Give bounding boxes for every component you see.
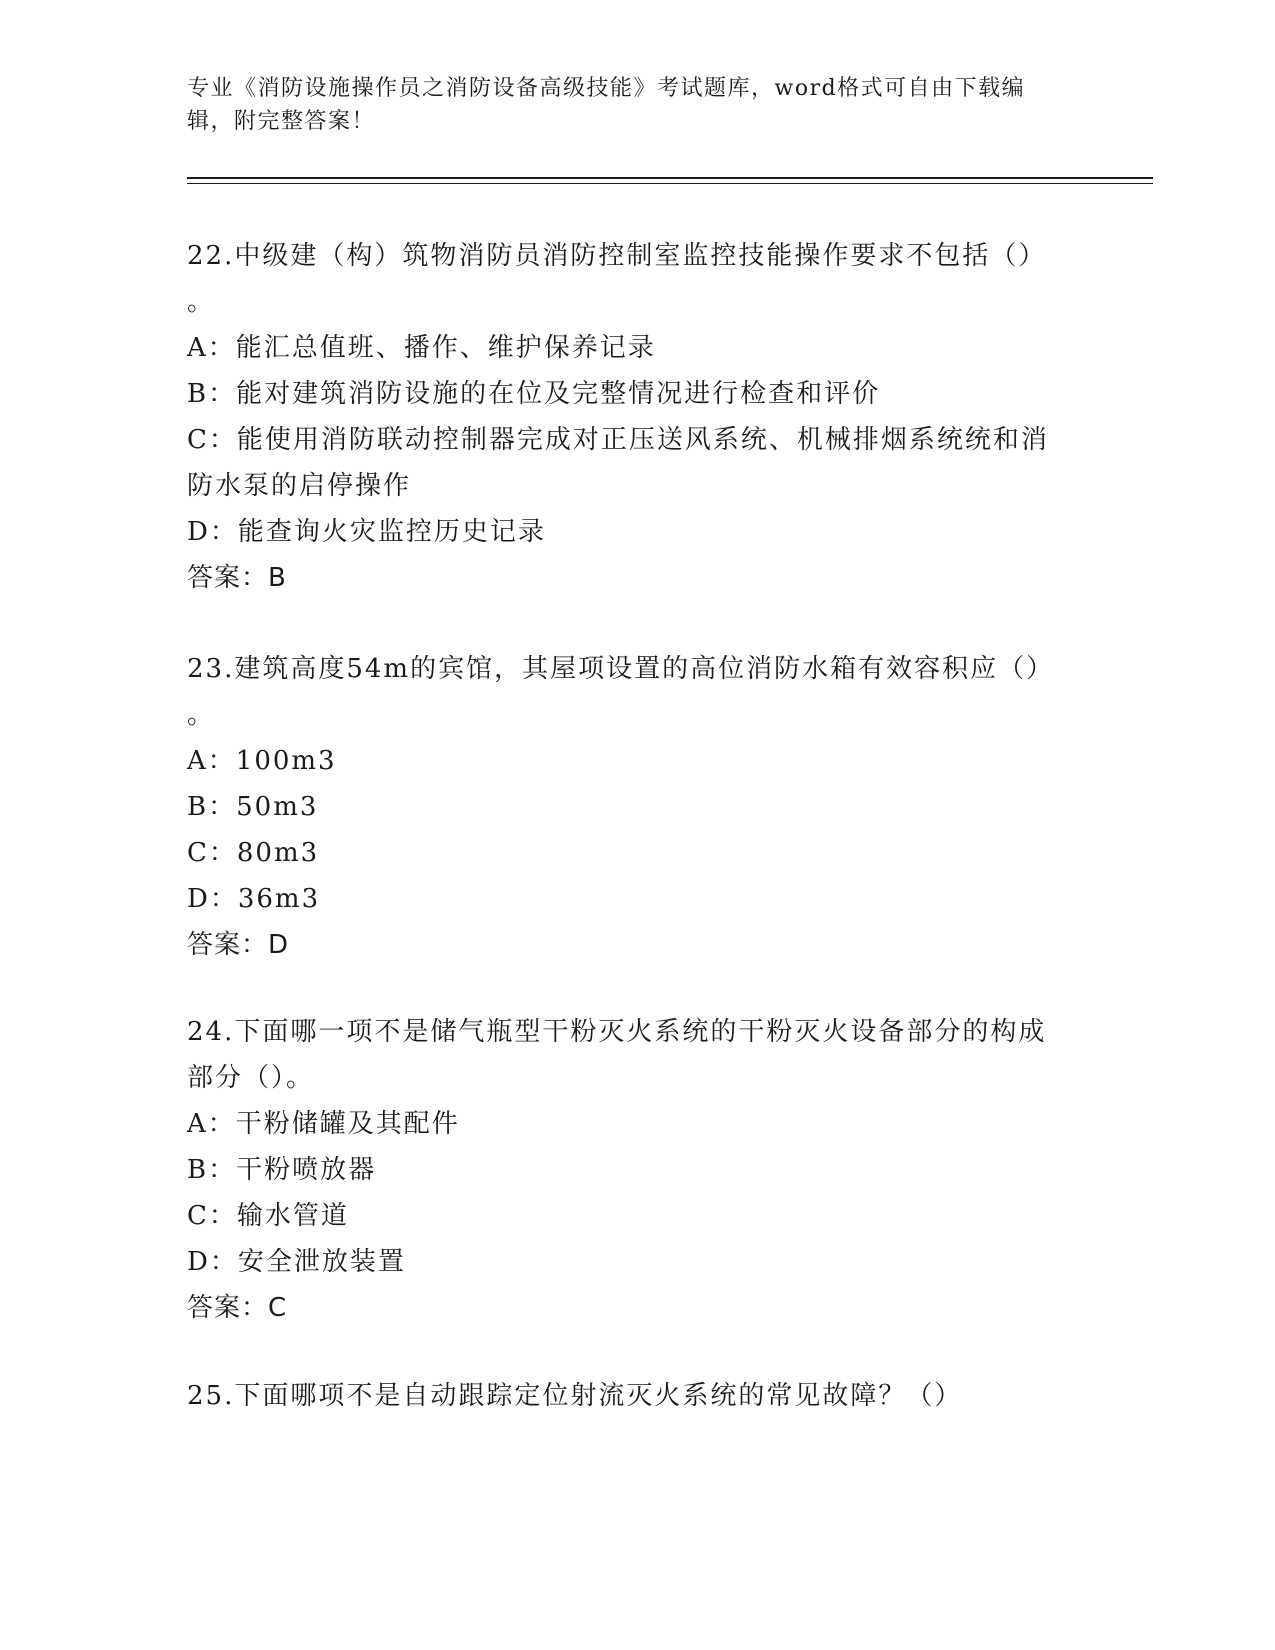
document-header — [187, 72, 1067, 138]
option-c: C：输水管道 — [187, 1201, 349, 1231]
header-line-2: 辑，附完整答案！ — [187, 109, 376, 134]
question-stem: 22.中级建（构）筑物消防员消防控制室监控技能操作要求不包括（） — [187, 241, 1047, 271]
option-a: A：能汇总值班、播作、维护保养记录 — [187, 333, 656, 363]
answer: 答案：B — [187, 563, 287, 593]
question-25 — [187, 1373, 1087, 1419]
question-24 — [187, 1009, 1087, 1331]
option-a: A：干粉储罐及其配件 — [187, 1109, 460, 1139]
question-22 — [187, 233, 1087, 601]
header-divider-top — [187, 177, 1153, 179]
option-c: C：80m3 — [187, 838, 320, 868]
question-stem-continuation: 部分（）。 — [187, 1063, 315, 1093]
question-stem-continuation: 。 — [187, 700, 216, 730]
question-stem: 24.下面哪一项不是储气瓶型干粉灭火系统的干粉灭火设备部分的构成 — [187, 1017, 1047, 1047]
option-c-continuation: 防水泵的启停操作 — [187, 471, 412, 501]
option-a: A：100m3 — [187, 746, 337, 776]
header-divider-bottom — [187, 183, 1153, 184]
question-stem-continuation: 。 — [187, 287, 216, 317]
answer: 答案：C — [187, 1293, 288, 1323]
header-line-1: 专业《消防设施操作员之消防设备高级技能》考试题库，word格式可自由下载编 — [187, 76, 1026, 101]
option-d: D：能查询火灾监控历史记录 — [187, 517, 546, 547]
option-c: C：能使用消防联动控制器完成对正压送风系统、机械排烟系统统和消 — [187, 425, 1049, 455]
option-b: B：50m3 — [187, 792, 319, 822]
option-b: B：能对建筑消防设施的在位及完整情况进行检查和评价 — [187, 379, 881, 409]
option-d: D：安全泄放装置 — [187, 1247, 406, 1277]
option-b: B：干粉喷放器 — [187, 1155, 377, 1185]
question-23 — [187, 646, 1087, 968]
question-stem: 23.建筑高度54m的宾馆，其屋项设置的高位消防水箱有效容积应（） — [187, 654, 1055, 684]
option-d: D：36m3 — [187, 884, 321, 914]
question-stem: 25.下面哪项不是自动跟踪定位射流灭火系统的常见故障？（） — [187, 1381, 963, 1411]
answer: 答案：D — [187, 930, 290, 960]
